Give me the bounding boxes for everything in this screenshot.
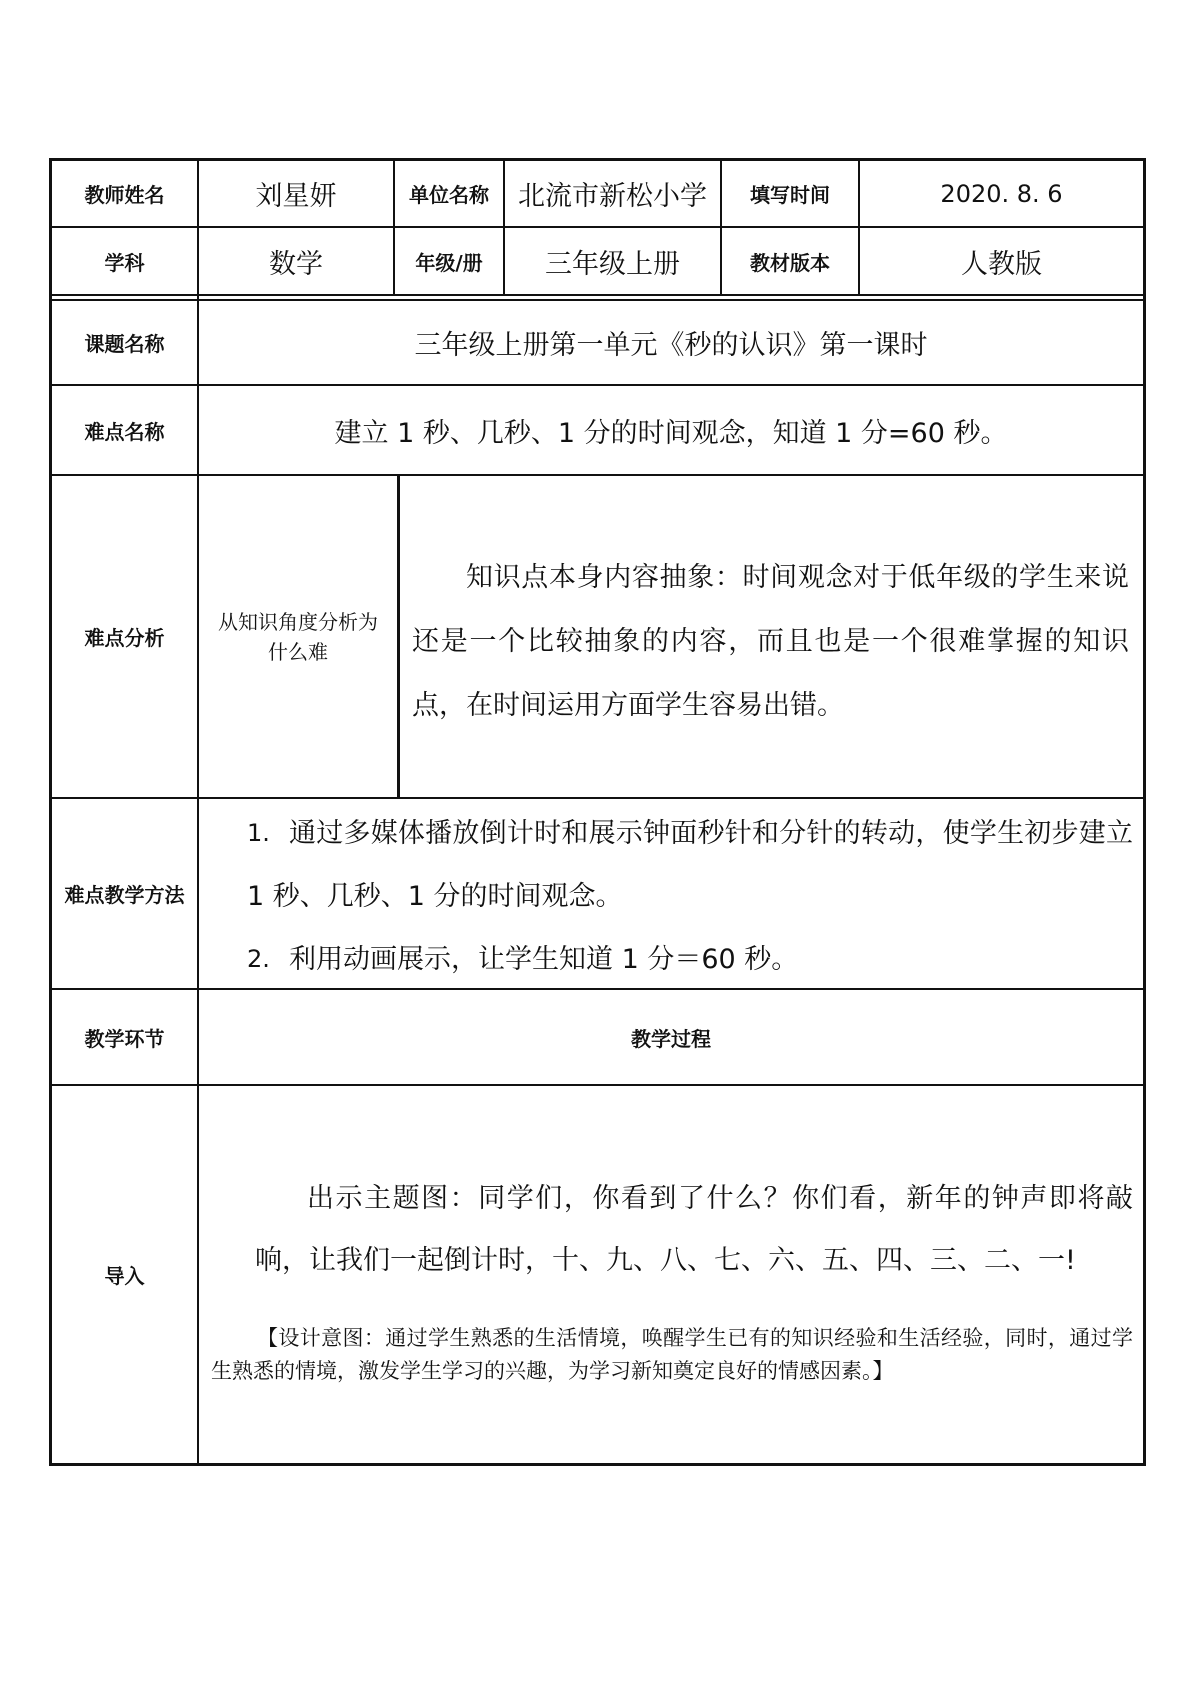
analysis-sub-label: 从知识角度分析为什么难 — [218, 609, 378, 664]
method-item-1-number: 1. — [247, 819, 270, 847]
stage-header: 教学环节 — [84, 1026, 165, 1051]
analysis-label: 难点分析 — [84, 626, 165, 650]
method-item-2-number: 2. — [247, 945, 270, 973]
topic-value: 三年级上册第一单元《秒的认识》第一课时 — [414, 330, 928, 361]
fill-date-label: 填写时间 — [750, 183, 830, 207]
border-right — [1143, 158, 1146, 1466]
analysis-text: 知识点本身内容抽象：时间观念对于低年级的学生来说还是一个比较抽象的内容，而且也是一个很难掌握的知识点，在时间运用方面学生容易出错。 — [412, 562, 1129, 721]
difficulty-value: 建立 1 秒、几秒、1 分的时间观念，知道 1 分=60 秒。 — [334, 417, 1008, 449]
difficulty-label: 难点名称 — [84, 419, 165, 444]
method-item-1-text: 通过多媒体播放倒计时和展示钟面秒针和分针的转动，使学生初步建立 1 秒、几秒、1 分的时间观念。 — [247, 818, 1133, 912]
teacher-name-value: 刘星妍 — [255, 181, 337, 212]
edition-label: 教材版本 — [750, 250, 830, 275]
grade-label: 年级/册 — [415, 250, 483, 275]
teacher-name-label: 教师姓名 — [84, 183, 165, 207]
edition-value: 人教版 — [961, 248, 1042, 280]
unit-name-value: 北流市新松小学 — [518, 181, 707, 212]
subject-value: 数学 — [269, 248, 323, 280]
method-item-2 — [199, 928, 1143, 991]
intro-design-note: 【设计意图：通过学生熟悉的生活情境，唤醒学生已有的知识经验和生活经验，同时，通过学生熟悉的情境，激发学生学习的兴趣，为学习新知奠定良好的情感因素。】 — [211, 1326, 1133, 1383]
intro-label: 导入 — [104, 1264, 145, 1288]
method-label: 难点教学方法 — [64, 883, 185, 907]
grade-value: 三年级上册 — [545, 248, 680, 280]
intro-text: 出示主题图：同学们，你看到了什么？你们看，新年的钟声即将敲响，让我们一起倒计时，十、九、八、七、六、五、四、三、二、一! — [255, 1183, 1133, 1276]
fill-date-value: 2020. 8. 6 — [940, 179, 1063, 208]
border-bottom — [49, 1463, 1146, 1466]
unit-name-label: 单位名称 — [409, 183, 489, 207]
subject-label: 学科 — [104, 250, 145, 275]
process-header: 教学过程 — [631, 1026, 711, 1051]
method-item-1 — [199, 802, 1143, 928]
topic-label: 课题名称 — [84, 332, 165, 356]
method-item-2-text: 利用动画展示，让学生知道 1 分＝60 秒。 — [289, 944, 799, 975]
method-list — [199, 802, 1143, 991]
